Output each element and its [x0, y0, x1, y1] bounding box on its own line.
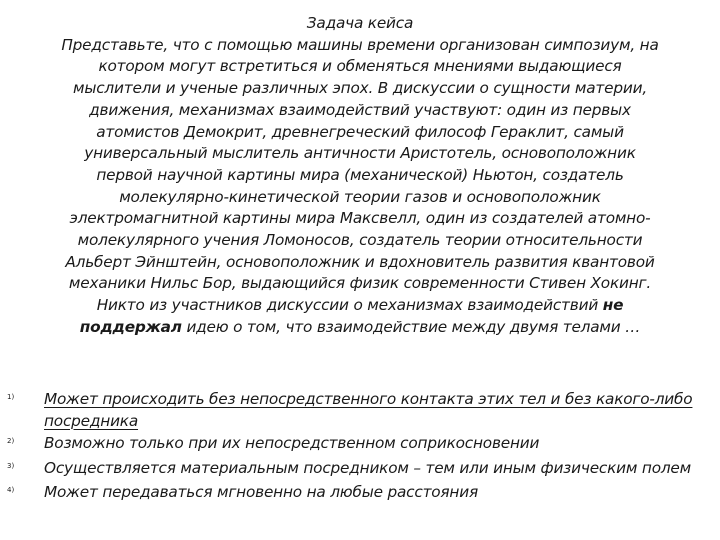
answer-option-3[interactable] [0, 458, 720, 482]
answer-options [0, 389, 720, 506]
option-number: 3) [7, 462, 15, 470]
task-title: Задача кейса [306, 14, 414, 32]
answer-option-1[interactable] [0, 389, 720, 433]
option-number: 1) [7, 393, 15, 401]
question-prefix: Никто из участников дискуссии о механизмах взаимодействий [96, 296, 603, 315]
answer-option-4[interactable] [0, 482, 720, 506]
option-number: 2) [7, 437, 15, 445]
option-text: Возможно только при их непосредственном соприкосновении [44, 434, 540, 452]
question-suffix: идею о том, что взаимодействие между двумя телами … [181, 317, 641, 336]
option-number: 4) [7, 486, 15, 494]
task-body: Представьте, что с помощью машины времени организован симпозиум, на котором могут встретиться и обменяться мнениями выдающиеся мыслители и ученые различных эпох. В дискуссии о сущности материи, движения, механизмах взаимодействий участвуют: один из первых атомистов Демокрит, древнегреческий философ Гераклит, самый универсальный мыслитель античности Аристотель, основоположник первой научной картины мира (механической) Ньютон, создатель молекулярно-кинетической теории газов и основоположник электромагнитной картины мира Максвелл, один из создателей атомно-молекулярного учения Ломоносов, создатель теории относительности Альберт Эйнштейн, основоположник и вдохновитель развития квантовой механики Нильс Бор, выдающийся физик современности Стивен Хокинг. [61, 35, 659, 293]
answer-option-2[interactable] [0, 433, 720, 458]
question-emphasis: не поддержал [79, 296, 624, 336]
option-text: Может происходить без непосредственного контакта этих тел и без какого-либо посредника [44, 390, 693, 430]
option-text: Может передаваться мгновенно на любые расстояния [44, 483, 478, 501]
task-block [58, 13, 662, 339]
task-question [58, 295, 662, 338]
option-text: Осуществляется материальным посредником – тем или иным физическим полем [44, 459, 691, 477]
